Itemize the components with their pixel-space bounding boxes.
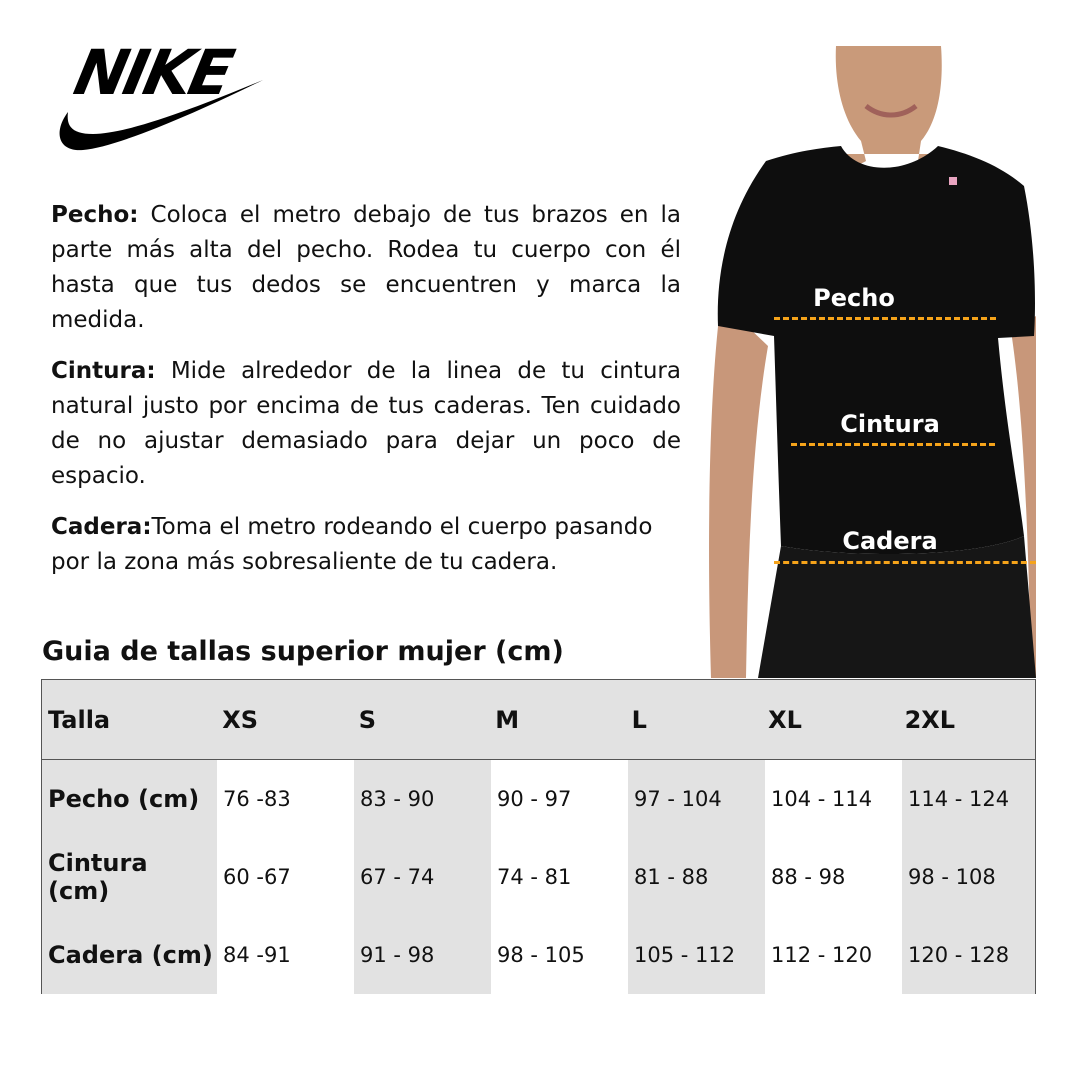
cintura-measure-line: [791, 443, 995, 446]
table-cell: 98 - 105: [497, 943, 585, 967]
table-row-label: Pecho (cm): [48, 785, 200, 813]
table-cell: 67 - 74: [360, 865, 435, 889]
table-cell: 83 - 90: [360, 787, 435, 811]
table-column-l: [628, 760, 765, 994]
table-body: [42, 760, 1035, 994]
brand-logo: [48, 36, 268, 162]
instruction-cintura: [51, 354, 681, 494]
table-cell: 74 - 81: [497, 865, 572, 889]
table-cell: 90 - 97: [497, 787, 572, 811]
table-header-cell: S: [358, 705, 377, 734]
table-cell: 88 - 98: [771, 865, 846, 889]
table-cell: 104 - 114: [771, 787, 873, 811]
table-row-label: Cintura (cm): [48, 849, 148, 905]
instruction-text: Toma el metro rodeando el cuerpo pasando por la zona más sobresaliente de tu cadera.: [51, 514, 653, 575]
table-cell: 114 - 124: [908, 787, 1010, 811]
figure-label-pecho: Pecho: [813, 284, 895, 312]
instruction-text: Mide alrededor de la linea de tu cintura natural justo por encima de tus caderas. Ten cuidado de no ajustar demasiado para dejar un poco de espacio.: [51, 358, 681, 489]
table-column-xs: [217, 760, 354, 994]
size-table-title: Guia de tallas superior mujer (cm): [42, 636, 564, 667]
figure-label-cintura: Cintura: [840, 410, 940, 438]
table-cell: 81 - 88: [634, 865, 709, 889]
table-header-cell: L: [631, 705, 647, 734]
table-row-label: Cadera (cm): [48, 941, 213, 969]
table-header-cell: XL: [768, 705, 802, 734]
table-cell: 76 -83: [223, 787, 291, 811]
instruction-pecho: [51, 198, 681, 338]
swoosh-icon: [48, 72, 268, 162]
table-column-xl: [765, 760, 902, 994]
figure-label-cadera: Cadera: [842, 527, 938, 555]
model-illustration: [706, 46, 1036, 678]
measurement-instructions: [51, 198, 681, 596]
pecho-measure-line: [774, 317, 996, 320]
table-header-cell: M: [495, 705, 520, 734]
table-header-cell: Talla: [48, 705, 111, 734]
table-cell: 91 - 98: [360, 943, 435, 967]
table-row-labels: [42, 760, 217, 994]
table-cell: 97 - 104: [634, 787, 722, 811]
model-figure: [706, 46, 1036, 678]
table-cell: 98 - 108: [908, 865, 996, 889]
table-cell: 105 - 112: [634, 943, 736, 967]
table-column-s: [354, 760, 491, 994]
table-header-cell: XS: [222, 705, 259, 734]
table-header-cell: 2XL: [904, 705, 956, 734]
brand-wordmark: NIKE: [68, 36, 238, 109]
table-header-row: [42, 680, 1035, 760]
instruction-text: Coloca el metro debajo de tus brazos en la parte más alta del pecho. Rodea tu cuerpo con él hasta que tus dedos se encuentren y marca la medida.: [51, 202, 681, 333]
size-table: [41, 679, 1036, 994]
instruction-cadera: [51, 510, 681, 580]
cadera-measure-line: [774, 561, 1036, 564]
instruction-term: Pecho:: [51, 202, 139, 228]
table-column-2xl: [902, 760, 1035, 994]
table-cell: 60 -67: [223, 865, 291, 889]
table-cell: 112 - 120: [771, 943, 873, 967]
table-column-m: [491, 760, 628, 994]
instruction-term: Cadera:: [51, 514, 152, 540]
instruction-term: Cintura:: [51, 358, 156, 384]
table-cell: 84 -91: [223, 943, 291, 967]
table-cell: 120 - 128: [908, 943, 1010, 967]
